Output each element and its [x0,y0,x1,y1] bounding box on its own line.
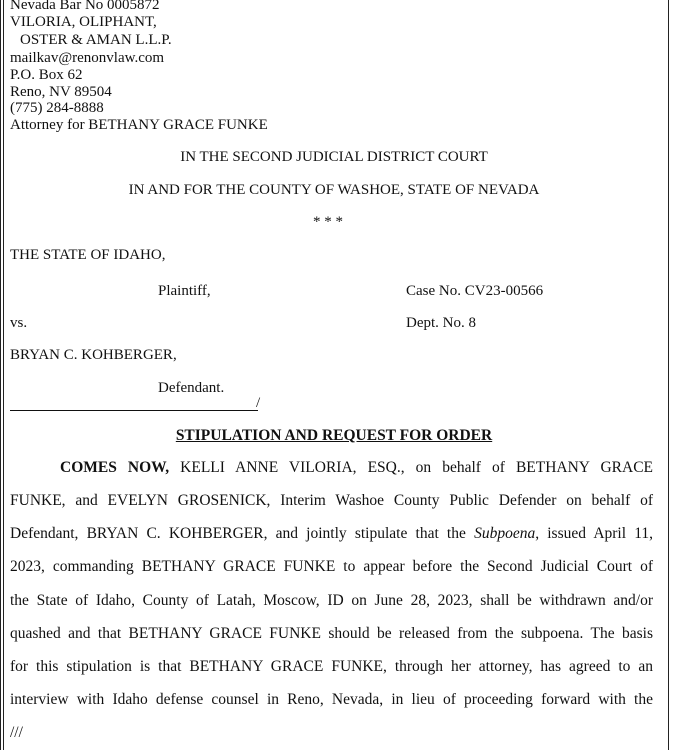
body-line-3-pre: Defendant, BRYAN C. KOHBERGER, and jointly stipulate that the [10,525,466,542]
defendant-role: Defendant. [158,380,225,396]
caption-slash: / [256,395,261,411]
subpoena-italic: Subpoena [474,525,536,542]
body-line-2: FUNKE, and EVELYN GROSENICK, Interim Washoe County Public Defender on behalf of [10,492,653,509]
body-line-3 [10,525,653,543]
right-margin-rule [668,0,669,750]
attorney-phone: (775) 284-8888 [10,100,104,116]
body-line-3-post: , issued April 11, [535,525,654,542]
versus: vs. [10,315,28,331]
body-line-1 [60,459,653,477]
plaintiff-role: Plaintiff, [158,283,211,299]
left-margin-rule [0,0,4,750]
body-line-5: the State of Idaho, County of Latah, Moscow, ID on June 28, 2023, shall be withdrawn and/or [10,592,653,609]
attorney-city: Reno, NV 89504 [10,84,112,100]
attorney-firm-line1: VILORIA, OLIPHANT, [10,14,157,30]
department-number: Dept. No. 8 [406,315,476,331]
attorney-bar-number: Nevada Bar No 0005872 [10,0,160,13]
body-line-1-rest: KELLI ANNE VILORIA, ESQ., on behalf of BETHANY GRACE [180,459,654,476]
case-number: Case No. CV23-00566 [406,283,544,299]
defendant-name: BRYAN C. KOHBERGER, [10,347,177,363]
body-line-7: for this stipulation is that BETHANY GRACE FUNKE, through her attorney, has agreed to an [10,658,653,675]
court-name: IN THE SECOND JUDICIAL DISTRICT COURT [180,149,488,165]
continuation-marks: /// [10,724,23,741]
body-line-8: interview with Idaho defense counsel in Reno, Nevada, in lieu of proceeding forward with the [10,691,653,708]
attorney-email: mailkav@renonvlaw.com [10,50,165,66]
separator-asterisks: * * * [313,214,343,230]
comes-now-bold: COMES NOW, [60,459,170,476]
attorney-for: Attorney for BETHANY GRACE FUNKE [10,117,268,133]
body-line-4: 2023, commanding BETHANY GRACE FUNKE to appear before the Second Judicial Court of [10,558,653,575]
attorney-po-box: P.O. Box 62 [10,67,83,83]
caption-underline [10,410,258,411]
body-line-6: quashed and that BETHANY GRACE FUNKE should be released from the subpoena. The basis [10,625,653,642]
document-title: STIPULATION AND REQUEST FOR ORDER [175,427,493,444]
attorney-firm-line2: OSTER & AMAN L.L.P. [20,32,172,48]
plaintiff-name: THE STATE OF IDAHO, [10,247,166,263]
court-county: IN AND FOR THE COUNTY OF WASHOE, STATE OF NEVADA [128,182,540,198]
